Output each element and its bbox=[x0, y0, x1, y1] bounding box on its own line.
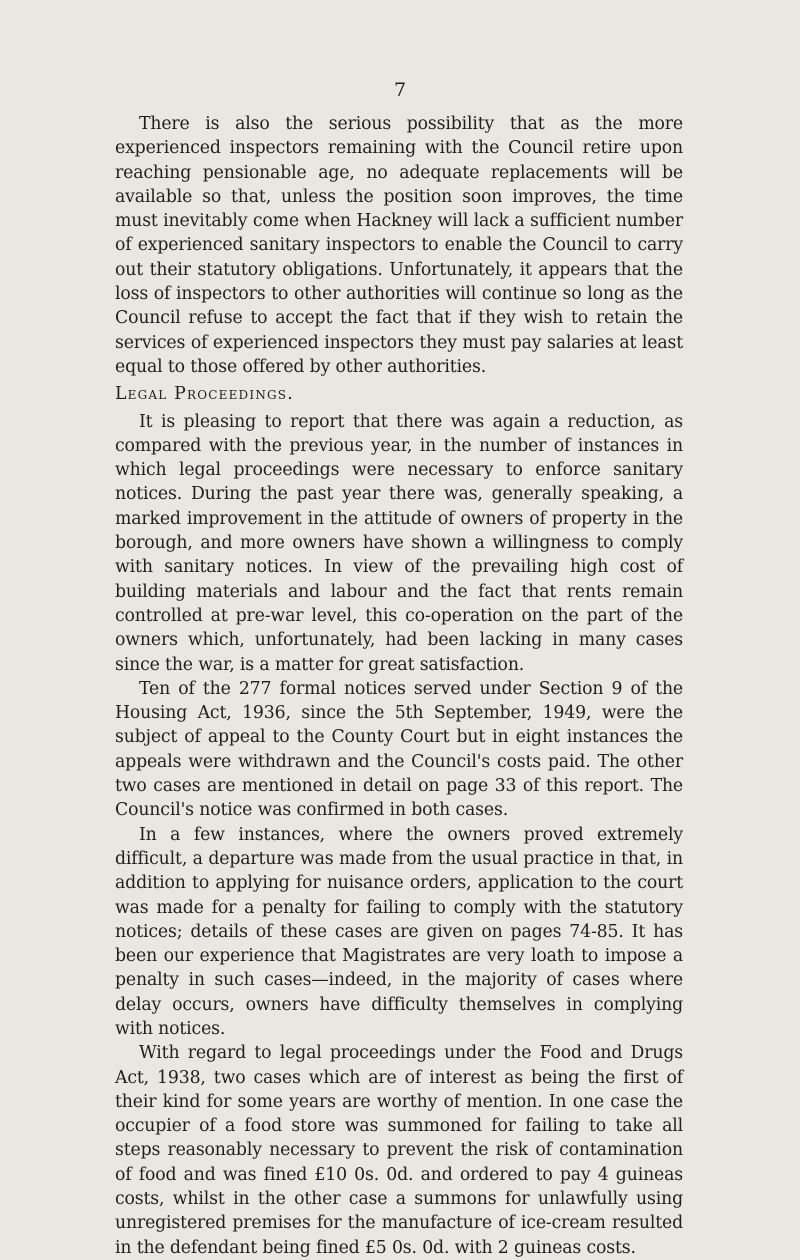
page-number: 7 bbox=[393, 79, 407, 101]
paragraph-food-and-drugs-act: With regard to legal proceedings under the Food and Drugs Act, 1938, two cases which are of interest as being the first of their kind for some years are worthy of mention. In one case the occupier of a food store was summoned for failing to take all steps reasonably necessary to prevent the risk of contamination of food and was fined £10 0s. 0d. and ordered to pay 4 guineas costs, whilst in the other case a summons for unlawfully using unregistered premises for the manufacture of ice-cream resulted in the defendant being fined £5 0s. 0d. with 2 guineas costs. bbox=[115, 1043, 683, 1258]
paragraph-housing-act-appeals: Ten of the 277 formal notices served under Section 9 of the Housing Act, 1936, since the 5th September, 1949, were the subject of appeal to the County Court but in eight instances the appeals were withdrawn and the Council's costs paid. The other two cases are mentioned in detail on page 33 of this report. The Council's notice was confirmed in both cases. bbox=[115, 678, 683, 821]
paragraph-inspectors-shortage: There is also the serious possibility that as the more experienced inspectors remaining with the Council retire upon reaching pensionable age, no adequate replacements will be available so that, unless the position soon improves, the time must inevitably come when Hackney will lack a sufficient number of experienced sanitary inspectors to enable the Council to carry out their statutory obligations. Unfortunately, it appears that the loss of inspectors to other authorities will continue so long as the Council refuse to accept the fact that if they wish to retain the services of experienced inspectors they must pay salaries at least equal to those offered by other authorities. bbox=[115, 114, 683, 377]
section-heading-legal-proceedings: Legal Proceedings. bbox=[115, 384, 294, 405]
paragraph-legal-reduction: It is pleasing to report that there was again a reduction, as compared with the previous year, in the number of instances in which legal proceedings were necessary to enforce sanitary notices. During the past year there was, generally speaking, a marked improvement in the attitude of owners of property in the borough, and more owners have shown a willingness to comply with sanitary notices. In view of the prevailing high cost of building materials and labour and the fact that rents remain controlled at pre-war level, this co-operation on the part of the owners which, unfortunately, had been lacking in many cases since the war, is a matter for great satisfaction. bbox=[115, 411, 683, 675]
paragraph-penalty-applications: In a few instances, where the owners proved extremely difficult, a departure was made from the usual practice in that, in addition to applying for nuisance orders, application to the court was made for a penalty for failing to comply with the statutory notices; details of these cases are given on pages 74-85. It has been our experience that Magistrates are very loath to impose a penalty in such cases—indeed, in the majority of cases where delay occurs, owners have difficulty themselves in complying with notices. bbox=[115, 824, 683, 1039]
report-body bbox=[115, 112, 683, 1260]
